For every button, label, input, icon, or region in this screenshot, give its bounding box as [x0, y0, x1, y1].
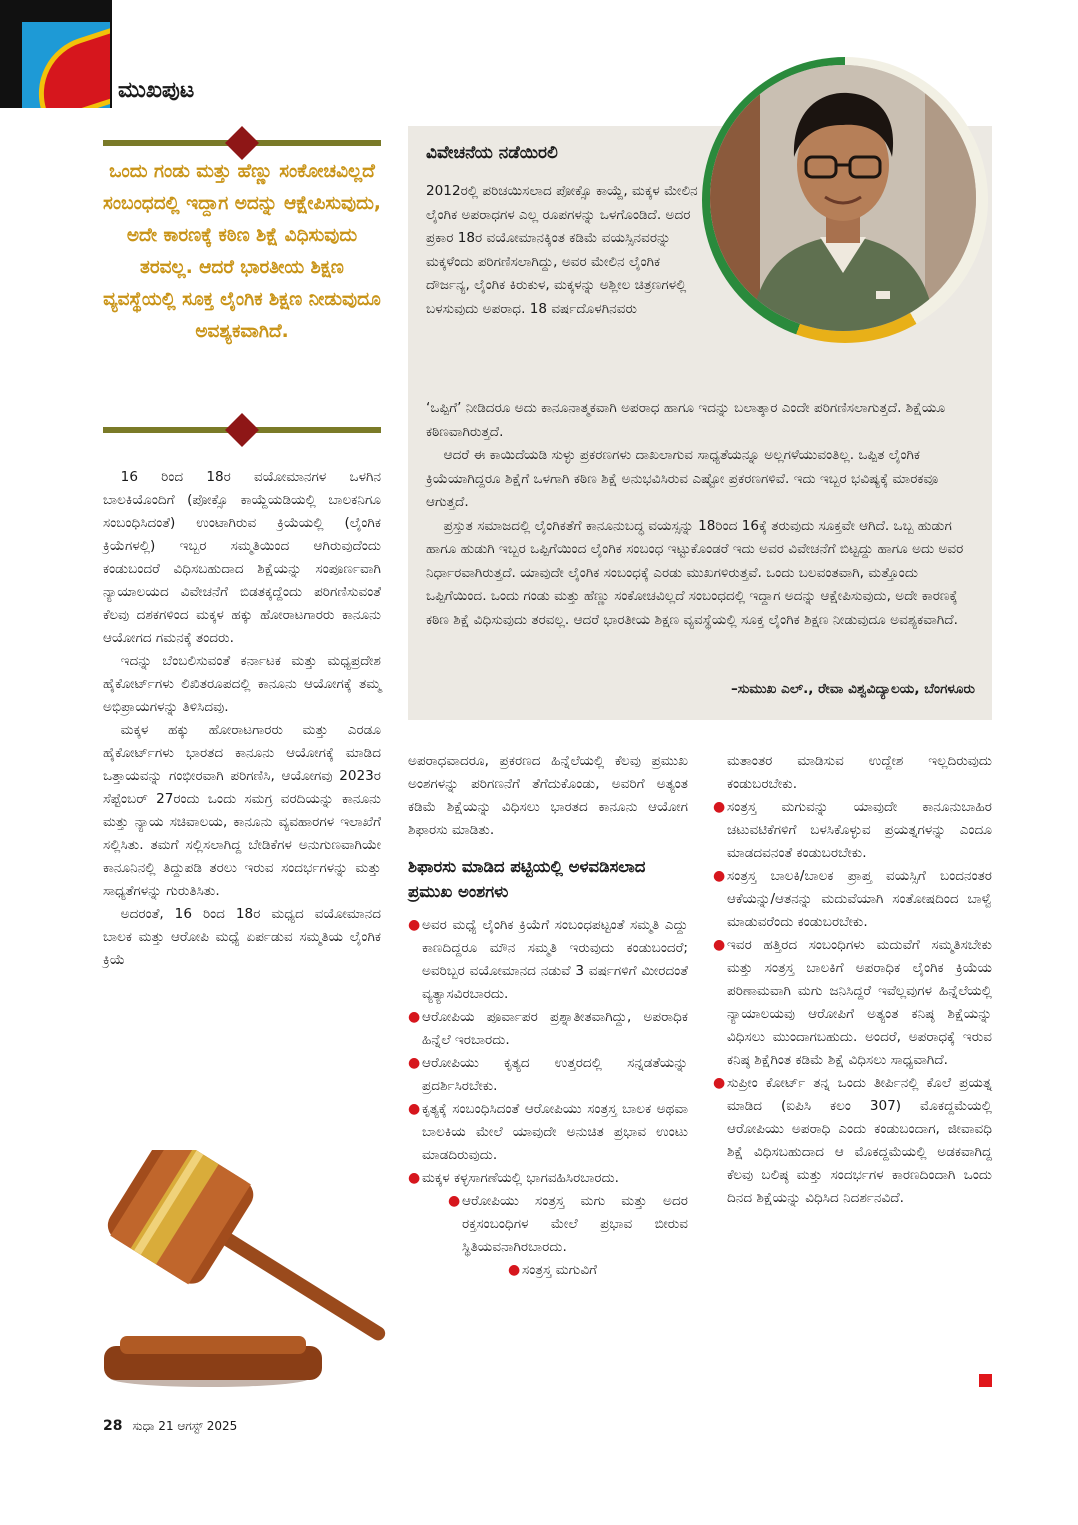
list-item: ● ಆರೋಪಿಯ ಪೂರ್ವಾಪರ ಪ್ರಶ್ನಾತೀತವಾಗಿದ್ದು, ಅಪರಾಧಿಕ ಹಿನ್ನೆಲೆ ಇರಬಾರದು.: [408, 1006, 688, 1052]
list-item: ● ಆರೋಪಿಯು ಕೃತ್ಯದ ಉತ್ತರದಲ್ಲಿ ಸನ್ನಡತೆಯನ್ನು ಪ್ರದರ್ಶಿಸಿರಬೇಕು.: [408, 1052, 688, 1098]
recommendation-list-continued: [713, 796, 992, 1210]
sidebar-author-credit: –ಸುಮುಖ ಎಲ್., ರೇವಾ ವಿಶ್ವವಿದ್ಯಾಲಯ, ಬೆಂಗಳೂರು: [730, 681, 975, 697]
bullet-icon: ●: [408, 1055, 421, 1071]
sidebar-paragraph: ಪ್ರಸ್ತುತ ಸಮಾಜದಲ್ಲಿ ಲೈಂಗಿಕತೆಗೆ ಕಾನೂನುಬದ್ಧ ವಯಸ್ಸನ್ನು 18ರಿಂದ 16ಕ್ಕೆ ತರುವುದು ಸೂಕ್ತವೇ ಆಗಿದೆ. ಒಬ್ಬ ಹುಡುಗ ಹಾಗೂ ಹುಡುಗಿ ಇಬ್ಬರ ಒಪ್ಪಿಗೆಯಿಂದ ಲೈಂಗಿಕ ಸಂಬಂಧ ಇಟ್ಟುಕೊಂಡರೆ ಇದು ಅವರ ವಿವೇಚನೆಗೆ ಬಿಟ್ಟದ್ದು ಹಾಗೂ ಅದು ಅವರ ನಿರ್ಧಾರವಾಗಿರುತ್ತದೆ. ಯಾವುದೇ ಲೈಂಗಿಕ ಸಂಬಂಧಕ್ಕೆ ಎರಡು ಮುಖಗಳಿರುತ್ತವೆ. ಒಂದು ಬಲವಂತವಾಗಿ, ಮತ್ತೊಂದು ಒಪ್ಪಿಗೆಯಿಂದ. ಒಂದು ಗಂಡು ಮತ್ತು ಹೆಣ್ಣು ಸಂಕೋಚವಿಲ್ಲದೆ ಸಂಬಂಧದಲ್ಲಿ ಇದ್ದಾಗ ಅದನ್ನು ಆಕ್ಷೇಪಿಸುವುದು, ಅದೇ ಕಾರಣಕ್ಕೆ ಕಠಿಣ ಶಿಕ್ಷೆ ವಿಧಿಸುವುದು ತರವಲ್ಲ. ಆದರೆ ಭಾರತೀಯ ಶಿಕ್ಷಣ ವ್ಯವಸ್ಥೆಯಲ್ಲಿ ಸೂಕ್ತ ಲೈಂಗಿಕ ಶಿಕ್ಷಣ ನೀಡುವುದೂ ಅವಶ್ಯಕವಾಗಿದೆ.: [426, 517, 964, 628]
bullet-icon: ●: [408, 1101, 421, 1117]
body-paragraph: ಮಕ್ಕಳ ಹಕ್ಕು ಹೋರಾಟಗಾರರು ಮತ್ತು ಎರಡೂ ಹೈಕೋರ್ಟ್‌ಗಳು ಭಾರತದ ಕಾನೂನು ಆಯೋಗಕ್ಕೆ ಮಾಡಿದ ಒತ್ತಾಯವನ್ನು ಗಂಭೀರವಾಗಿ ಪರಿಗಣಿಸಿ, ಆಯೋಗವು 2023ರ ಸೆಪ್ಟೆಂಬರ್ 27ರಂದು ಒಂದು ಸಮಗ್ರ ವರದಿಯನ್ನು ಕಾನೂನು ಮತ್ತು ನ್ಯಾಯ ಸಚಿವಾಲಯ, ಕಾನೂನು ವ್ಯವಹಾರಗಳ ಇಲಾಖೆಗೆ ಸಲ್ಲಿಸಿತು. ತಮಗೆ ಸಲ್ಲಿಸಲಾಗಿದ್ದ ಬೇಡಿಕೆಗಳ ಅನುಗುಣವಾಗಿಯೇ ಕಾನೂನಿನಲ್ಲಿ ತಿದ್ದುಪಡಿ ತರಲು ಇರುವ ಸಂದರ್ಭಗಳನ್ನು ಮತ್ತು ಸಾಧ್ಯತೆಗಳನ್ನು ಗುರುತಿಸಿತು.: [103, 722, 381, 899]
sidebar-paragraph: ‘ಒಪ್ಪಿಗೆ’ ನೀಡಿದರೂ ಅದು ಕಾನೂನಾತ್ಮಕವಾಗಿ ಅಪರಾಧ ಹಾಗೂ ಇದನ್ನು ಬಲಾತ್ಕಾರ ಎಂದೇ ಪರಿಗಣಿಸಲಾಗುತ್ತದೆ. ಶಿಕ್ಷೆಯೂ ಕಠಿಣವಾಗಿರುತ್ತದೆ.: [426, 400, 946, 440]
sidebar-title: ವಿವೇಚನೆಯ ನಡೆಯಿರಲಿ: [426, 143, 558, 163]
sidebar-body: [426, 397, 970, 632]
issue-info: ಸುಧಾ 21 ಆಗಸ್ಟ್ 2025: [132, 1419, 238, 1433]
bullet-icon: ●: [713, 937, 726, 953]
article-column-2: [408, 750, 688, 1282]
list-item: ● ಇವರ ಹತ್ತಿರದ ಸಂಬಂಧಿಗಳು ಮದುವೆಗೆ ಸಮ್ಮತಿಸಬೇಕು ಮತ್ತು ಸಂತ್ರಸ್ತ ಬಾಲಕಿಗೆ ಅಪರಾಧಿಕ ಲೈಂಗಿಕ ಕ್ರಿಯೆಯ ಪರಿಣಾಮವಾಗಿ ಮಗು ಜನಿಸಿದ್ದರೆ ಇವೆಲ್ಲವುಗಳ ಹಿನ್ನೆಲೆಯಲ್ಲಿ ನ್ಯಾಯಾಲಯವು ಆರೋಪಿಗೆ ಅತ್ಯಂತ ಕನಿಷ್ಠ ಶಿಕ್ಷೆಯನ್ನು ವಿಧಿಸಲು ಮುಂದಾಗಬಹುದು. ಅಂದರೆ, ಅಪರಾಧಕ್ಕೆ ಇರುವ ಕನಿಷ್ಠ ಶಿಕ್ಷೆಗಿಂತ ಕಡಿಮೆ ಶಿಕ್ಷೆ ವಿಧಿಸಲು ಸಾಧ್ಯವಾಗಿದೆ.: [713, 934, 992, 1072]
gavel-illustration: [100, 1150, 435, 1390]
list-item: ● ಅವರ ಮಧ್ಯೆ ಲೈಂಗಿಕ ಕ್ರಿಯೆಗೆ ಸಂಬಂಧಪಟ್ಟಂತೆ ಸಮ್ಮತಿ ಎದ್ದು ಕಾಣದಿದ್ದರೂ ಮೌನ ಸಮ್ಮತಿ ಇರುವುದು ಕಂಡುಬಂದರೆ; ಅವರಿಬ್ಬರ ವಯೋಮಾನದ ನಡುವೆ 3 ವರ್ಷಗಳಿಗೆ ಮೀರದಂತೆ ವ್ಯತ್ಯಾಸವಿರಬಾರದು.: [408, 914, 688, 1006]
bullet-icon: ●: [448, 1193, 461, 1209]
sidebar-intro-text: 2012ರಲ್ಲಿ ಪರಿಚಯಿಸಲಾದ ಪೋಕ್ಸೊ ಕಾಯ್ದೆ, ಮಕ್ಕಳ ಮೇಲಿನ ಲೈಂಗಿಕ ಅಪರಾಧಗಳ ಎಲ್ಲ ರೂಪಗಳನ್ನು ಒಳಗೊಂಡಿದೆ. ಅದರ ಪ್ರಕಾರ 18ರ ವಯೋಮಾನಕ್ಕಿಂತ ಕಡಿಮೆ ವಯಸ್ಸಿನವರನ್ನು ಮಕ್ಕಳೆಂದು ಪರಿಗಣಿಸಲಾಗಿದ್ದು, ಅವರ ಮೇಲಿನ ಲೈಂಗಿಕ ದೌರ್ಜನ್ಯ, ಲೈಂಗಿಕ ಕಿರುಕುಳ, ಮಕ್ಕಳನ್ನು ಅಶ್ಲೀಲ ಚಿತ್ರಣಗಳಲ್ಲಿ ಬಳಸುವುದು ಅಪರಾಧ. 18 ವರ್ಷದೊಳಗಿನವರು: [426, 183, 698, 317]
body-paragraph: ಅಪರಾಧವಾದರೂ, ಪ್ರಕರಣದ ಹಿನ್ನೆಲೆಯಲ್ಲಿ ಕೆಲವು ಪ್ರಮುಖ ಅಂಶಗಳನ್ನು ಪರಿಗಣನೆಗೆ ತೆಗೆದುಕೊಂಡು, ಅವರಿಗೆ ಅತ್ಯಂತ ಕಡಿಮೆ ಶಿಕ್ಷೆಯನ್ನು ವಿಧಿಸಲು ಭಾರತದ ಕಾನೂನು ಆಯೋಗ ಶಿಫಾರಸು ಮಾಡಿತು.: [408, 753, 688, 838]
body-paragraph: 16 ರಿಂದ 18ರ ವಯೋಮಾನಗಳ ಒಳಗಿನ ಬಾಲಕಿಯೊಂದಿಗೆ (ಪೋಕ್ಸೊ ಕಾಯ್ದೆಯಡಿಯಲ್ಲಿ ಬಾಲಕನಿಗೂ ಸಂಬಂಧಿಸಿದಂತೆ) ಉಂಟಾಗಿರುವ ಕ್ರಿಯೆಯಲ್ಲಿ (ಲೈಂಗಿಕ ಕ್ರಿಯೆಗಳಲ್ಲಿ) ಇಬ್ಬರ ಸಮ್ಮತಿಯಿಂದ ಆಗಿರುವುದೆಂದು ಕಂಡುಬಂದರೆ ವಿಧಿಸಬಹುದಾದ ಶಿಕ್ಷೆಯನ್ನು ಸಂಪೂರ್ಣವಾಗಿ ನ್ಯಾಯಾಲಯದ ವಿವೇಚನೆಗೆ ಬಿಡತಕ್ಕದ್ದೆಂದು ಪರಿಗಣಿಸುವಂತೆ ಕೆಲವು ದಶಕಗಳಿಂದ ಮಕ್ಕಳ ಹಕ್ಕು ಹೋರಾಟಗಾರರು ಕಾನೂನು ಆಯೋಗದ ಗಮನಕ್ಕೆ ತಂದರು.: [103, 469, 381, 646]
page-number: 28: [103, 1418, 123, 1434]
diamond-ornament-top: [225, 126, 259, 160]
bullet-icon: ●: [408, 1009, 421, 1025]
sidebar-paragraph: ಆದರೆ ಈ ಕಾಯಿದೆಯಡಿ ಸುಳ್ಳು ಪ್ರಕರಣಗಳು ದಾಖಲಾಗುವ ಸಾಧ್ಯತೆಯನ್ನೂ ಅಲ್ಲಗಳೆಯುವಂತಿಲ್ಲ. ಒಪ್ಪಿತ ಲೈಂಗಿಕ ಕ್ರಿಯೆಯಾಗಿದ್ದರೂ ಶಿಕ್ಷೆಗೆ ಒಳಗಾಗಿ ಕಠಿಣ ಶಿಕ್ಷೆ ಅನುಭವಿಸಿರುವ ಎಷ್ಟೋ ಪ್ರಕರಣಗಳಿವೆ. ಇದು ಇಬ್ಬರ ಭವಿಷ್ಯಕ್ಕೆ ಮಾರಕವೂ ಆಗುತ್ತದೆ.: [426, 447, 939, 510]
end-of-article-icon: [979, 1374, 992, 1387]
bullet-icon: ●: [713, 1075, 726, 1091]
list-item: ● ಮಕ್ಕಳ ಕಳ್ಳಸಾಗಣೆಯಲ್ಲಿ ಭಾಗವಹಿಸಿರಬಾರದು.: [408, 1167, 688, 1190]
article-column-3: [713, 750, 992, 1210]
page-footer: [103, 1418, 237, 1434]
bullet-icon: ●: [408, 1170, 421, 1186]
bullet-icon: ●: [408, 917, 421, 933]
list-item: ● ಸಂತ್ರಸ್ತ ಬಾಲಕಿ/ಬಾಲಕ ಪ್ರಾಪ್ತ ವಯಸ್ಸಿಗೆ ಬಂದನಂತರ ಆಕೆಯನ್ನು/ಆತನನ್ನು ಮದುವೆಯಾಗಿ ಸಂತೋಷದಿಂದ ಬಾಳ್ವೆ ಮಾಡುವರೆಂದು ಕಂಡುಬರಬೇಕು.: [713, 865, 992, 934]
bullet-icon: ●: [713, 799, 726, 815]
list-item: ● ಸುಪ್ರೀಂ ಕೋರ್ಟ್ ತನ್ನ ಒಂದು ತೀರ್ಪಿನಲ್ಲಿ ಕೊಲೆ ಪ್ರಯತ್ನ ಮಾಡಿದ (ಐಪಿಸಿ ಕಲಂ 307) ಮೊಕದ್ದಮೆಯಲ್ಲಿ ಆರೋಪಿಯು ಅಪರಾಧಿ ಎಂದು ಕಂಡುಬಂದಾಗ, ಜೀವಾವಧಿ ಶಿಕ್ಷೆ ವಿಧಿಸಬಹುದಾದ ಆ ಮೊಕದ್ದಮೆಯಲ್ಲಿ ಅಡಕವಾಗಿದ್ದ ಕೆಲವು ಬಲಿಷ್ಠ ಮತ್ತು ಸಂದರ್ಭಗಳ ಕಾರಣದಿಂದಾಗಿ ಒಂದು ದಿನದ ಶಿಕ್ಷೆಯನ್ನು ವಿಧಿಸಿದ ನಿದರ್ಶನವಿದೆ.: [713, 1072, 992, 1210]
list-item: ● ಸಂತ್ರಸ್ತ ಮಗುವನ್ನು ಯಾವುದೇ ಕಾನೂನುಬಾಹಿರ ಚಟುವಟಿಕೆಗಳಿಗೆ ಬಳಸಿಕೊಳ್ಳುವ ಪ್ರಯತ್ನಗಳನ್ನು ಎಂದೂ ಮಾಡದವನಂತೆ ಕಂಡುಬರಬೇಕು.: [713, 796, 992, 865]
body-paragraph: ಮತಾಂತರ ಮಾಡಿಸುವ ಉದ್ದೇಶ ಇಲ್ಲದಿರುವುದು ಕಂಡುಬರಬೇಕು.: [727, 753, 992, 792]
author-portrait: [710, 65, 976, 331]
list-item: ● ಸಂತ್ರಸ್ತ ಮಗುವಿಗೆ: [508, 1259, 688, 1282]
article-column-1: [103, 466, 381, 972]
list-item: ● ಆರೋಪಿಯು ಸಂತ್ರಸ್ತ ಮಗು ಮತ್ತು ಅದರ ರಕ್ತಸಂಬಂಧಿಗಳ ಮೇಲೆ ಪ್ರಭಾವ ಬೀರುವ ಸ್ಥಿತಿಯವನಾಗಿರಬಾರದು.: [448, 1190, 688, 1259]
section-label: ಮುಖಪುಟ: [118, 78, 195, 103]
section-logo-icon: [22, 22, 110, 108]
diamond-ornament-bottom: [225, 413, 259, 447]
bullet-icon: ●: [713, 868, 726, 884]
body-paragraph: ಇದನ್ನು ಬೆಂಬಲಿಸುವಂತೆ ಕರ್ನಾಟಕ ಮತ್ತು ಮಧ್ಯಪ್ರದೇಶ ಹೈಕೋರ್ಟ್‌ಗಳು ಲಿಖಿತರೂಪದಲ್ಲಿ ಕಾನೂನು ಆಯೋಗಕ್ಕೆ ತಮ್ಮ ಅಭಿಪ್ರಾಯಗಳನ್ನು ತಿಳಿಸಿದವು.: [103, 653, 381, 715]
bullet-icon: ●: [508, 1262, 521, 1278]
list-item: ● ಕೃತ್ಯಕ್ಕೆ ಸಂಬಂಧಿಸಿದಂತೆ ಆರೋಪಿಯು ಸಂತ್ರಸ್ತ ಬಾಲಕ ಅಥವಾ ಬಾಲಕಿಯ ಮೇಲೆ ಯಾವುದೇ ಅನುಚಿತ ಪ್ರಭಾವ ಉಂಟು ಮಾಡದಿರುವುದು.: [408, 1098, 688, 1167]
recommendation-list: [408, 914, 688, 1282]
body-paragraph: ಅದರಂತೆ, 16 ರಿಂದ 18ರ ಮಧ್ಯದ ವಯೋಮಾನದ ಬಾಲಕ ಮತ್ತು ಆರೋಪಿ ಮಧ್ಯೆ ಏರ್ಪಡುವ ಸಮ್ಮತಿಯ ಲೈಂಗಿಕ ಕ್ರಿಯೆ: [103, 906, 381, 968]
pull-quote: ಒಂದು ಗಂಡು ಮತ್ತು ಹೆಣ್ಣು ಸಂಕೋಚವಿಲ್ಲದೆ ಸಂಬಂಧದಲ್ಲಿ ಇದ್ದಾಗ ಅದನ್ನು ಆಕ್ಷೇಪಿಸುವುದು, ಅದೇ ಕಾರಣಕ್ಕೆ ಕಠಿಣ ಶಿಕ್ಷೆ ವಿಧಿಸುವುದು ತರವಲ್ಲ. ಆದರೆ ಭಾರತೀಯ ಶಿಕ್ಷಣ ವ್ಯವಸ್ಥೆಯಲ್ಲಿ ಸೂಕ್ತ ಲೈಂಗಿಕ ಶಿಕ್ಷಣ ನೀಡುವುದೂ ಅವಶ್ಯಕವಾಗಿದೆ.: [103, 161, 381, 342]
section-heading: ಶಿಫಾರಸು ಮಾಡಿದ ಪಟ್ಟಿಯಲ್ಲಿ ಅಳವಡಿಸಲಾದ ಪ್ರಮುಖ ಅಂಶಗಳು: [408, 857, 646, 901]
